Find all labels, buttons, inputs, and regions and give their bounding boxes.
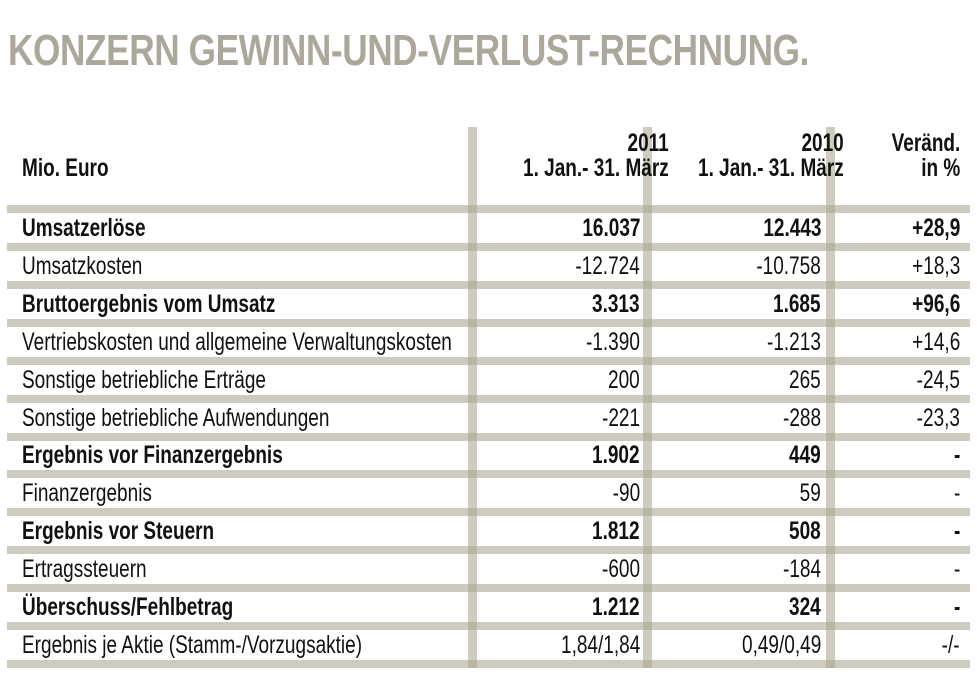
value-change: - <box>953 555 960 584</box>
row-divider <box>7 243 970 251</box>
table-row <box>7 592 970 622</box>
table-row <box>7 365 970 395</box>
value-2011: 1,84/1,84 <box>560 631 640 660</box>
value-2010: 508 <box>789 517 821 546</box>
value-2010: 59 <box>799 479 821 508</box>
table-row <box>7 554 970 584</box>
row-label: Umsatzerlöse <box>22 213 146 242</box>
value-2011: 16.037 <box>581 213 640 242</box>
value-change: +96,6 <box>911 289 960 318</box>
table-row <box>7 403 970 433</box>
value-change: -/- <box>942 631 960 660</box>
table-row <box>7 516 970 546</box>
table-row <box>7 289 970 319</box>
row-label: Ertragssteuern <box>22 555 147 584</box>
value-2011: -221 <box>601 403 640 432</box>
row-label: Umsatzkosten <box>22 251 143 280</box>
value-2011: 1.212 <box>592 593 640 622</box>
value-2010: 12.443 <box>762 213 821 242</box>
column-header-2010 <box>652 129 844 182</box>
page-title: KONZERN GEWINN-UND-VERLUST-RECHNUNG. <box>8 26 810 76</box>
value-2010: -288 <box>782 403 821 432</box>
row-divider <box>7 546 970 554</box>
value-change: -24,5 <box>916 365 960 394</box>
row-divider <box>7 205 970 213</box>
value-2011: 1.902 <box>592 441 640 470</box>
value-2010: 449 <box>789 441 821 470</box>
value-2010: 324 <box>789 593 821 622</box>
value-2010: -1.213 <box>767 327 821 356</box>
value-2011: -600 <box>601 555 640 584</box>
row-label: Vertriebskosten und allgemeine Verwaltungskosten <box>22 327 452 356</box>
column-period: in % <box>920 154 960 182</box>
column-period: 1. Jan.- 31. März <box>698 154 844 182</box>
row-divider <box>7 470 970 478</box>
row-label: Ergebnis je Aktie (Stamm-/Vorzugsaktie) <box>22 631 363 660</box>
value-2010: 0,49/0,49 <box>741 631 821 660</box>
value-change: +18,3 <box>911 251 960 280</box>
row-divider <box>7 508 970 516</box>
column-period: 1. Jan.- 31. März <box>523 154 669 182</box>
row-label: Finanzergebnis <box>22 479 152 508</box>
value-2011: -1.390 <box>586 327 640 356</box>
row-label: Überschuss/Fehlbetrag <box>22 593 234 622</box>
value-2011: -12.724 <box>575 251 640 280</box>
row-label: Ergebnis vor Steuern <box>22 517 215 546</box>
column-year: Veränd. <box>891 129 960 157</box>
column-header-change <box>835 131 970 181</box>
row-divider <box>7 281 970 289</box>
row-label: Sonstige betriebliche Erträge <box>22 365 266 394</box>
row-divider <box>7 433 970 441</box>
value-change: - <box>953 479 960 508</box>
table-row <box>7 441 970 471</box>
value-change: - <box>953 441 960 470</box>
value-2010: -184 <box>782 555 821 584</box>
value-2011: 1.812 <box>592 517 640 546</box>
row-divider <box>7 319 970 327</box>
column-year: 2010 <box>801 129 844 157</box>
value-2011: -90 <box>612 479 640 508</box>
table-row <box>7 213 970 243</box>
table-row <box>7 478 970 508</box>
value-change: - <box>953 593 960 622</box>
row-label: Ergebnis vor Finanzergebnis <box>22 441 283 470</box>
value-change: -23,3 <box>916 403 960 432</box>
value-2010: -10.758 <box>756 251 821 280</box>
row-label: Bruttoergebnis vom Umsatz <box>22 289 276 318</box>
row-label: Sonstige betriebliche Aufwendungen <box>22 403 330 432</box>
row-divider <box>7 357 970 365</box>
value-2010: 1.685 <box>773 289 821 318</box>
table-row <box>7 630 970 660</box>
column-year: 2011 <box>627 129 669 157</box>
value-change: - <box>953 517 960 546</box>
value-change: +14,6 <box>911 327 960 356</box>
table-grid <box>7 127 970 668</box>
table-row <box>7 251 970 281</box>
value-change: +28,9 <box>911 213 960 242</box>
income-statement-table <box>7 127 970 668</box>
table-header-row <box>7 127 970 205</box>
row-divider <box>7 622 970 630</box>
row-divider <box>7 584 970 592</box>
unit-label: Mio. Euro <box>22 154 109 182</box>
value-2010: 265 <box>789 365 821 394</box>
table-bottom-bar <box>7 660 970 668</box>
column-header-2011 <box>477 129 669 182</box>
value-2011: 200 <box>608 365 640 394</box>
value-2011: 3.313 <box>592 289 640 318</box>
row-divider <box>7 395 970 403</box>
table-row <box>7 327 970 357</box>
